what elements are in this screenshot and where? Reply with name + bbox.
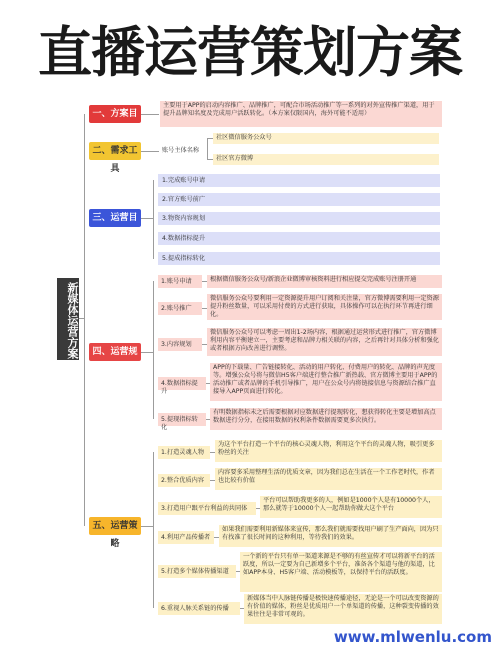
section-2-connector <box>141 151 159 152</box>
section-5-item-2-text: 内容要多采用整理生活的优质文章，因为我们总在生活在一个工作老时代，作者也比较有价值 <box>215 468 442 490</box>
section-5-item-3-text: 平台可以帮助我更多的人，例如是1000个人是有10000个人，那么就等于10000个人一起帮助你做大这个平台 <box>260 496 442 518</box>
section-3-label: 三、运营目标 <box>89 209 141 227</box>
section-2-label: 二、需求工具 <box>89 142 141 160</box>
section-5-item-5-label: 5.打造多个媒体传播渠道 <box>158 565 236 578</box>
section-3-leaf-2: 2.官方账号前广 <box>158 193 440 206</box>
page-title: 直播运营策划方案 <box>38 21 462 84</box>
section-4-item-2-text: 微信服务公众号要利用一定资源提升用户订阅和关注量，官方微博需要利用一定资源提升粉丝数量，可以采用付费的方式进行获取，具体操作可以在执行环节再进行细化。 <box>207 294 442 320</box>
section-1-label: 一、方案目的 <box>89 105 141 123</box>
section-3-leaf-3: 3.物资内容规划 <box>158 212 440 225</box>
section-1-leaf: 主要用于APP的启动内容推广、品牌推广，可配合市场活动推广等一系列的对外宣传推广渠道，用于提升品牌知名度及完成用户活跃转化。（本方案仅限国内，海外可能不适用） <box>160 101 442 127</box>
watermark: www.mlwenlu.com <box>333 628 492 646</box>
section-3-leaf-4: 4.数据指标提升 <box>158 232 440 245</box>
section-4-branch <box>153 281 154 419</box>
section-4-item-5-label: 5.提现指标转化 <box>158 413 206 426</box>
section-5-item-6-text: 新媒体当中人脉链传播是极快速传播途径，无论是一个可以改变资源的有价值的媒体，粉丝是优质用户一个单渠道的传播，这种裂变传播的效果往往是非常可观的。 <box>244 594 442 624</box>
section-5-connector <box>141 526 153 527</box>
trunk-line <box>84 114 85 526</box>
section-5-item-5-text: 一个新的平台只有单一渠道来源是不够的有丝宣传才可以将新平台的活跃度，所以一定要为自己新增多个平台，准备各个渠道与他的渠道，比如APP本身、H5客户端、活动模板等，以保持平台的活跃度。 <box>240 552 442 592</box>
section-5-item-6-label: 6.重视人脉关系链的传播 <box>158 602 240 615</box>
section-5-item-2-label: 2.整合优质内容 <box>158 474 210 487</box>
section-4-item-1-text: 根据微信服务公众号/新浪企业微博审核资料进行相应提交完成账号注册开通 <box>207 275 442 288</box>
section-5-item-3-label: 3.打造用户跟平台利益的共同体 <box>158 502 256 515</box>
section-2-mid: 账号主体名称 <box>162 147 200 154</box>
section-4-item-4-label: 4.数据指标提升 <box>158 377 206 390</box>
section-5-item-4-text: 如果我们需要利用新媒体来宣传，那么我们就需要找用户刷了生产面向，因为只有找准了很长时间的这种利用，等待我们的效果。 <box>219 525 442 547</box>
section-4-item-4-text: APP的下载量、广告链接转化、活动的用户转化、付费用户的转化、品牌的声光度等。增强公众号将与微信H5客户端进行整合推广新热载、官方微博主要用于APP的活动推广或者品牌的手机引导推广，用户在公众号内将链接信息与资源结合推广直接导入APP页面进行转化。 <box>210 363 442 401</box>
section-2-leaf-2: 社区官方微博 <box>213 154 439 165</box>
side-label: 新媒体运营方案 <box>57 278 79 360</box>
section-4-connector <box>141 352 153 353</box>
section-3-branch <box>153 180 154 259</box>
section-4-item-5-text: 有明数据指标未之后需要根据对应数据进行提现转化，想获得转化主要是增加高点数据进行分分，在接用数据的权利条件数据需要更多次执行。 <box>210 408 442 430</box>
section-3-leaf-1: 1.完成账号申请 <box>158 174 440 187</box>
section-4-item-1-label: 1.账号申请 <box>158 275 202 288</box>
section-4-label: 四、运营规划 <box>89 343 141 361</box>
section-5-label: 五、运营策略 <box>89 517 141 535</box>
section-3-leaf-5: 5.提成指标转化 <box>158 252 440 265</box>
section-1-connector <box>141 114 159 115</box>
section-4-item-3-text: 微信服务公众号可以考虑一周出1-2场内容，根据通过运营形式进行推广，官方微博利用内容平衡建立一，主要考虑和品牌力相关联的内容，之后再针对具体分析和强化或者根据方向改善进行调整。 <box>207 328 442 356</box>
section-5-item-1-label: 1.打造灵魂人物 <box>158 446 210 459</box>
section-5-branch <box>153 452 154 608</box>
section-4-item-3-label: 3.内容规划 <box>158 338 202 351</box>
section-5-item-1-text: 为这个平台打造一个平台的核心灵魂人物，利用这个平台的灵魂人物，吸引更多粉丝的关注 <box>215 440 442 462</box>
trunk-connector <box>79 318 84 319</box>
section-5-item-4-label: 4.利用产品传播者 <box>158 531 214 544</box>
section-4-item-2-label: 2.账号推广 <box>158 302 202 315</box>
section-3-connector <box>141 218 153 219</box>
section-2-leaf-1: 社区微信服务公众号 <box>213 133 439 144</box>
section-2-branch <box>207 138 208 160</box>
